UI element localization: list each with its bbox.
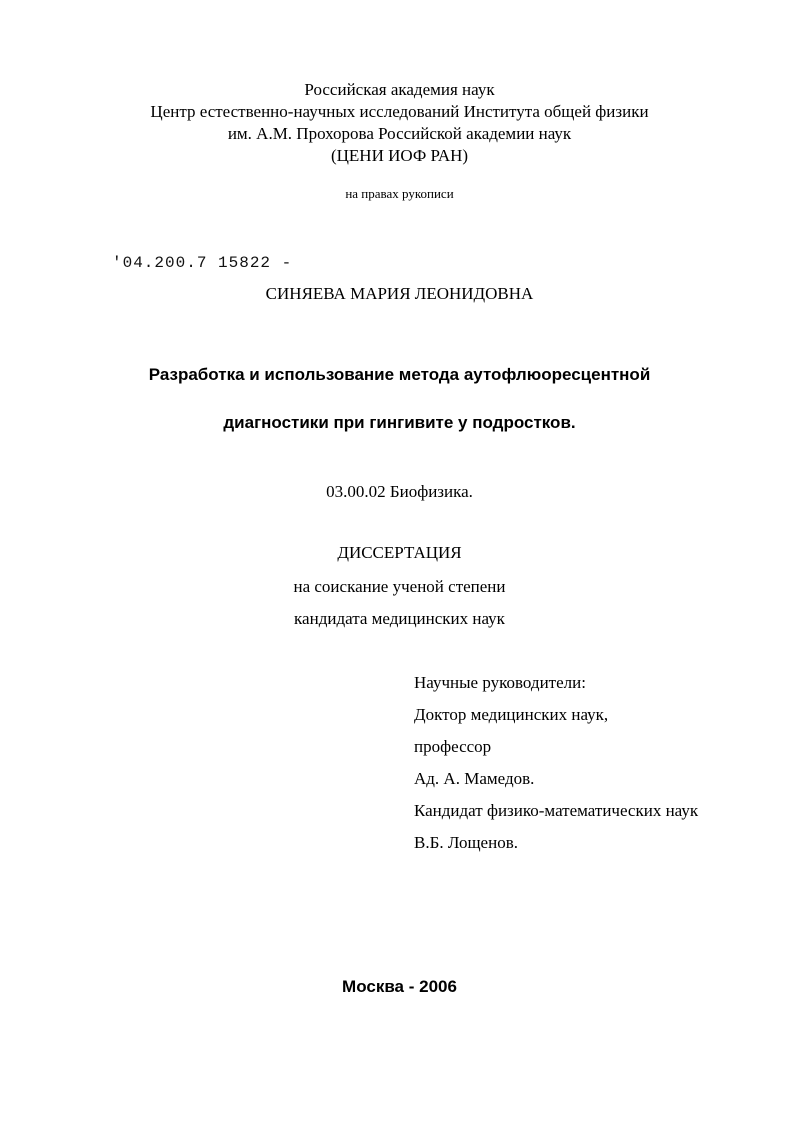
center-name-line2: им. А.М. Прохорова Российской академии наук [227,124,572,143]
center-abbreviation: (ЦЕНИ ИОФ РАН) [330,146,469,165]
specialty-code: 03.00.02 Биофизика. [326,482,473,501]
document-type: ДИССЕРТАЦИЯ [337,543,462,562]
thesis-title-line2: диагностики при гингивите у подростков. [223,413,576,432]
degree-line1: на соискание ученой степени [293,577,506,596]
advisor-line: Кандидат физико-математических наук [414,801,699,820]
thesis-title-line1: Разработка и использование метода аутофлюоресцентной [148,365,651,384]
author-name: СИНЯЕВА МАРИЯ ЛЕОНИДОВНА [265,284,534,303]
manuscript-note: на правах рукописи [345,186,454,201]
degree-line2: кандидата медицинских наук [294,609,505,628]
city-year: Москва - 2006 [342,977,457,996]
academy-name: Российская академия наук [304,80,495,99]
advisor-line: В.Б. Лощенов. [414,833,518,852]
advisor-line: профессор [414,737,492,756]
registration-stamp: '04.200.7 15822 - [112,254,293,272]
advisor-line: Ад. А. Мамедов. [414,769,535,788]
center-name-line1: Центр естественно-научных исследований Института общей физики [150,102,649,121]
advisor-line: Доктор медицинских наук, [414,705,609,724]
advisors-heading: Научные руководители: [414,673,586,692]
